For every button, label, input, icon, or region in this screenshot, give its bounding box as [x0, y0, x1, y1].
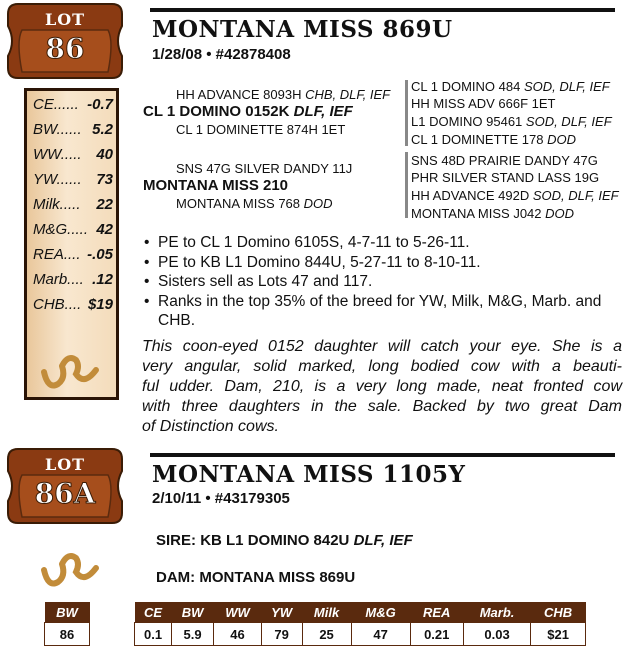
registration: 2/10/11 • #43179305 — [152, 490, 290, 507]
epd-row — [33, 121, 113, 138]
pedigree-dam: MONTANA MISS 210 — [143, 177, 289, 194]
lot-number: 86 — [45, 32, 85, 65]
epd-value: $19 — [87, 296, 113, 313]
epd-label: CE...... — [33, 96, 79, 113]
epd-row — [33, 221, 113, 238]
brand-icon — [40, 548, 102, 590]
title-rule — [150, 8, 615, 12]
lot-number: 86A — [34, 477, 96, 510]
epd-value: 42 — [96, 221, 113, 238]
epd-value: 73 — [96, 171, 113, 188]
epd-row — [33, 171, 113, 188]
description-line: ful udder. Dam, 210, is a very long made, neat fronted cow — [142, 378, 622, 395]
epd-value: 0.03 — [463, 623, 530, 646]
description-line: very angular, solid marked, long bodied cow with a beauti- — [142, 358, 622, 375]
lot-badge-86a — [6, 447, 124, 525]
epd-header: Milk — [302, 602, 351, 623]
brand-icon — [40, 350, 102, 392]
notes-list — [142, 233, 622, 331]
epd-row — [33, 296, 113, 313]
pedigree-g4: CL 1 DOMINETTE 178 DOD — [411, 132, 576, 147]
note-item: • Sisters sell as Lots 47 and 117. — [142, 272, 622, 292]
epd-label: Milk..... — [33, 196, 81, 213]
note-item: • PE to KB L1 Domino 844U, 5-27-11 to 8-10-11. — [142, 253, 622, 273]
epd-value: 40 — [96, 146, 113, 163]
epd-label: REA.... — [33, 246, 81, 263]
epd-value: 47 — [351, 623, 410, 646]
epd-value: 79 — [261, 623, 302, 646]
epd-value: 46 — [214, 623, 262, 646]
epd-label: CHB.... — [33, 296, 82, 313]
epd-value: -0.7 — [87, 96, 113, 113]
sire-line: SIRE: KB L1 DOMINO 842U DLF, IEF — [156, 532, 413, 549]
epd-label: WW..... — [33, 146, 82, 163]
epd-value: 5.2 — [92, 121, 113, 138]
note-item: • PE to CL 1 Domino 6105S, 4-7-11 to 5-26-11. — [142, 233, 622, 253]
pedigree-g7: HH ADVANCE 492D SOD, DLF, IEF — [411, 188, 619, 203]
animal-name: MONTANA MISS 1105Y — [152, 461, 466, 488]
dam-line: DAM: MONTANA MISS 869U — [156, 569, 356, 586]
pedigree-g8: MONTANA MISS J042 DOD — [411, 206, 575, 221]
epd-header: REA — [410, 602, 463, 623]
epd-value: $21 — [531, 623, 586, 646]
lot-badge-86 — [6, 2, 124, 80]
description — [142, 337, 622, 437]
registration: 1/28/08 • #42878408 — [152, 46, 291, 63]
epd-header: CE — [135, 602, 172, 623]
epd-header: CHB — [531, 602, 586, 623]
epd-value: 5.9 — [172, 623, 214, 646]
pedigree-divider-top — [405, 80, 408, 146]
epd-row — [33, 96, 113, 113]
pedigree-g6: PHR SILVER STAND LASS 19G — [411, 170, 600, 185]
pedigree-sire: CL 1 DOMINO 0152K DLF, IEF — [143, 103, 353, 120]
bw-header: BW — [45, 602, 90, 623]
epd-label: M&G..... — [33, 221, 89, 238]
epd-value: .12 — [92, 271, 113, 288]
epd-header: WW — [214, 602, 262, 623]
epd-table — [134, 602, 586, 646]
epd-label: BW...... — [33, 121, 82, 138]
epd-header: M&G — [351, 602, 410, 623]
epd-row — [33, 146, 113, 163]
epd-row — [33, 271, 113, 288]
pedigree-g5: SNS 48D PRAIRIE DANDY 47G — [411, 153, 598, 168]
pedigree-g1: CL 1 DOMINO 484 SOD, DLF, IEF — [411, 79, 610, 94]
description-line: This coon-eyed 0152 daughter will catch your eye. She is a — [142, 338, 622, 355]
pedigree-g2: HH MISS ADV 666F 1ET — [411, 96, 556, 111]
epd-value: -.05 — [87, 246, 113, 263]
bw-table — [44, 602, 90, 646]
description-line: with three daughters in the sale. Backed by two great Dam — [142, 398, 622, 415]
epd-value: 0.21 — [410, 623, 463, 646]
pedigree-dam-sire: SNS 47G SILVER DANDY 11J — [176, 161, 353, 176]
lot-label: LOT — [44, 10, 86, 29]
epd-label: Marb.... — [33, 271, 84, 288]
epd-row — [33, 196, 113, 213]
title-rule — [150, 453, 615, 457]
animal-name: MONTANA MISS 869U — [152, 16, 453, 43]
description-line: of Distinction cows. — [142, 418, 279, 435]
pedigree-dam-dam: MONTANA MISS 768 DOD — [176, 196, 333, 211]
pedigree-g3: L1 DOMINO 95461 SOD, DLF, IEF — [411, 114, 612, 129]
epd-value: 25 — [302, 623, 351, 646]
epd-header: YW — [261, 602, 302, 623]
epd-header: BW — [172, 602, 214, 623]
bw-value: 86 — [45, 623, 90, 646]
epd-header: Marb. — [463, 602, 530, 623]
pedigree-divider-bottom — [405, 152, 408, 218]
epd-row — [33, 246, 113, 263]
pedigree-sire-dam: CL 1 DOMINETTE 874H 1ET — [176, 122, 346, 137]
lot-label: LOT — [44, 455, 86, 474]
note-item: • Ranks in the top 35% of the breed for YW, Milk, M&G, Marb. and CHB. — [142, 292, 622, 331]
epd-value: 22 — [96, 196, 113, 213]
epd-label: YW...... — [33, 171, 82, 188]
pedigree-sire-sire: HH ADVANCE 8093H CHB, DLF, IEF — [176, 87, 391, 102]
epd-value: 0.1 — [135, 623, 172, 646]
